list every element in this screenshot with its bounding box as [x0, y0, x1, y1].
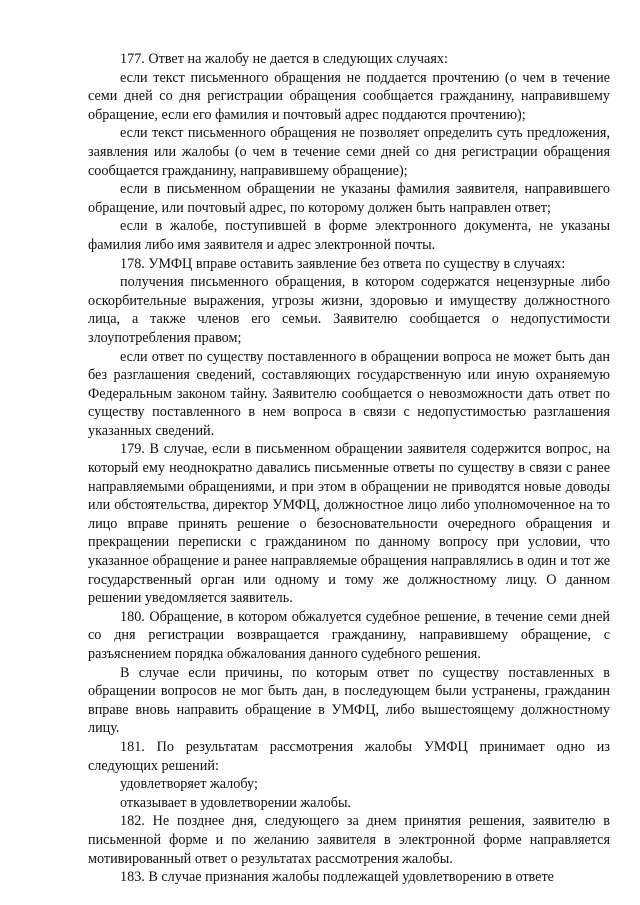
list-item: отказывает в удовлетворении жалобы.	[120, 794, 352, 811]
list-item: если в письменном обращении не указаны фамилия заявителя, направившего обращение, или почтовый адрес, по которому должен быть направлен ответ;	[88, 181, 610, 216]
paragraph-182: 182. Не позднее дня, следующего за днем принятия решения, заявителю в письменной форме и по желанию заявителя в электронной форме направляется мотивированный ответ о результатах рассмотрения жалобы.	[88, 813, 610, 867]
paragraph-180: 180. Обращение, в котором обжалуется судебное решение, в течение семи дней со дня регистрации возвращается гражданину, направившему обращение, с разъяснением порядка обжалования данного судебного решения.	[88, 608, 610, 662]
list-item: если ответ по существу поставленного в обращении вопроса не может быть дан без разглашения сведений, составляющих государственную или иную охраняемую Федеральным законом тайну. Заявителю сообщается о невозможности дать ответ по существу поставленного в нем вопроса в связи с недопустимостью разглашения указанных сведений.	[88, 348, 610, 439]
paragraph-179: 179. В случае, если в письменном обращении заявителя содержится вопрос, на который ему неоднократно давались письменные ответы по существу в связи с ранее направляемыми обращениями, и при этом в обращении не приводятся новые доводы или обстоятельства, директор УМФЦ, должностное лицо либо уполномоченное на то лицо вправе принять решение о безосновательности очередного обращения и прекращении переписки с гражданином по данному вопросу при условии, что указанное обращение и ранее направляемые обращения направлялись в один и тот же государственный орган или одному и тому же должностному лицу. О данном решении уведомляется заявитель.	[88, 441, 610, 607]
list-item: если текст письменного обращения не позволяет определить суть предложения, заявления или жалобы (о чем в течение семи дней со дня регистрации обращения сообщается гражданину, направившему обращение);	[88, 125, 610, 179]
document-page	[88, 50, 610, 887]
paragraph-177: 177. Ответ на жалобу не дается в следующих случаях:	[120, 51, 448, 67]
list-item: удовлетворяет жалобу;	[120, 776, 258, 793]
paragraph: В случае если причины, по которым ответ по существу поставленных в обращении вопросов не мог быть дан, в последующем были устранены, гражданин вправе вновь направить обращение в УМФЦ, либо вышестоящему должностному лицу.	[88, 664, 610, 737]
list-item: если текст письменного обращения не поддается прочтению (о чем в течение семи дней со дня регистрации обращения сообщается гражданину, направившему обращение, если его фамилия и почтовый адрес поддаются прочтению);	[88, 69, 610, 123]
paragraph-178: 178. УМФЦ вправе оставить заявление без ответа по существу в случаях:	[120, 255, 566, 272]
list-item: получения письменного обращения, в котором содержатся нецензурные либо оскорбительные выражения, угрозы жизни, здоровью и имуществу должностного лица, а также членов его семьи. Заявителю сообщается о недопустимости злоупотребления правом;	[88, 274, 610, 346]
paragraph-181: 181. По результатам рассмотрения жалобы УМФЦ принимает одно из следующих решений:	[88, 738, 610, 774]
list-item: если в жалобе, поступившей в форме электронного документа, не указаны фамилия либо имя заявителя и адрес электронной почты.	[88, 218, 610, 253]
paragraph-183: 183. В случае признания жалобы подлежащей удовлетворению в ответе	[120, 869, 554, 886]
